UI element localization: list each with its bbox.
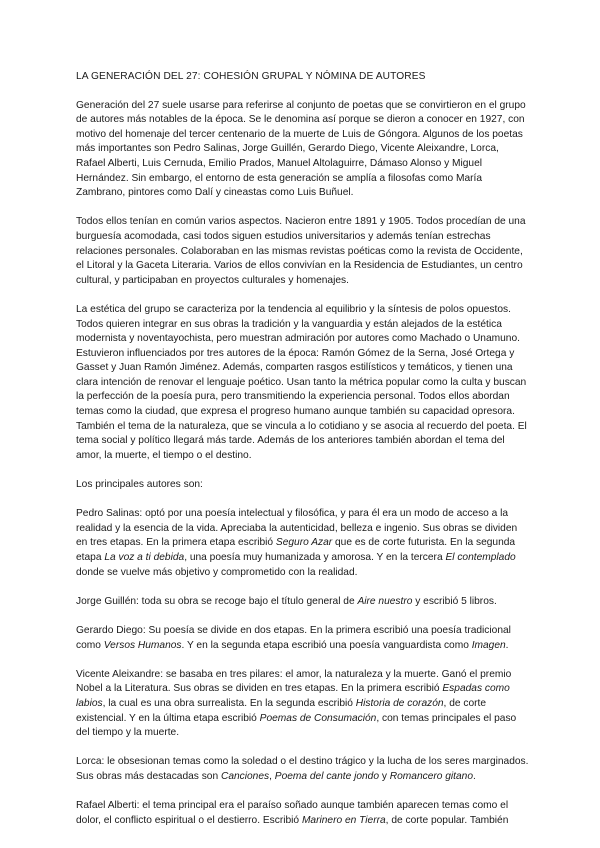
text: donde se vuelve más objetivo y comprometido con la realidad.	[76, 566, 358, 578]
text: , la cual es una obra surrealista. En la segunda escribió	[102, 697, 356, 709]
work-title: Seguro Azar	[275, 537, 333, 549]
text: y escribió 5 libros.	[412, 595, 497, 607]
text: . Y en la segunda etapa escribió una poesía vanguardista como	[181, 639, 472, 651]
paragraph-aleixandre	[76, 668, 530, 741]
text: que es de corte futurista. En la segunda etapa	[76, 537, 516, 563]
text: Jorge Guillén: toda su obra se recoge bajo el título general de	[76, 595, 358, 607]
text: Pedro Salinas: optó por una poesía intelectual y filosófica, y para él era un modo de acceso a la realidad y la esencia de la vida. Apreciaba la autenticidad, belleza e ingenio. Sus obras se dividen en tres etapas. En la primera etapa escribió	[76, 508, 518, 549]
document-title: LA GENERACIÓN DEL 27: COHESIÓN GRUPAL Y NÓMINA DE AUTORES	[76, 71, 426, 82]
paragraph-aesthetic: La estética del grupo se caracteriza por la tendencia al equilibrio y la síntesis de polos opuestos. Todos quieren integrar en sus obras la tradición y la vanguardia y están alejados de la estética modernista y noventayochista, pero muestran admiración por autores como Machado o Unamuno. Estuvieron influenciados por tres autores de la época: Ramón Gómez de la Serna, José Ortega y Gasset y Juan Ramón Jiménez. Además, comparten rasgos estilísticos y temáticos, y tienen una clara intención de renovar el lenguaje poético. Usan tanto la métrica popular como la culta y buscan la perfección de la poesía pura, pero transmitiendo la experiencia personal. Todos ellos abordan temas como la ciudad, que expresa el progreso humano aunque también su capacidad opresora. También el tema de la naturaleza, que se vincula a lo cotidiano y se asocia al recuerdo del poeta. El tema social y político llegará más tarde. Además de los anteriores también abordan el tema del amor, la muerte, el tiempo o el destino.	[76, 303, 527, 461]
text: Vicente Aleixandre: se basaba en tres pilares: el amor, la naturaleza y la muerte. Ganó el premio Nobel a la Literatura. Sus obras se dividen en tres etapas. En la primera escribió	[76, 668, 512, 695]
text: , de corte existencial. Y en la última etapa escribió	[76, 697, 487, 724]
paragraph-salinas	[76, 507, 530, 580]
paragraph-common-aspects: Todos ellos tenían en común varios aspectos. Nacieron entre 1891 y 1905. Todos procedían de una burguesía acomodada, casi todos siguen estudios universitarios y además tenían estrechas relaciones personales. Colaboraban en las mismas revistas poéticas como la revista de Occidente, el Litoral y la Gaceta Literaria. Varios de ellos convivían en la Residencia de Estudiantes, un centro cultural, y participaban en proyectos culturales y homenajes.	[76, 216, 526, 286]
work-title: Marinero en Tierra	[301, 814, 386, 826]
work-title: La voz a ti debida	[104, 552, 185, 563]
text: y	[379, 770, 390, 782]
work-title: El contemplado	[445, 552, 516, 563]
work-title: Canciones	[220, 770, 270, 782]
paragraph-alberti	[76, 799, 530, 828]
paragraph-intro: Generación del 27 suele usarse para referirse al conjunto de poetas que se convirtieron en el grupo de autores más notables de la época. Se le denomina así porque se dieron a conocer en 1927, con motivo del homenaje del tercer centenario de la muerte de Luis de Góngora. Algunos de los poetas más importantes son Pedro Salinas, Jorge Guillén, Gerardo Diego, Vicente Aleixandre, Lorca, Rafael Alberti, Luis Cernuda, Emilio Prados, Manuel Altolaguirre, Dámaso Alonso y Miguel Hernández. Sin embargo, el entorno de esta generación se amplía a filosofas como María Zambrano, pintores como Dalí y cineastas como Luis Buñuel.	[76, 99, 526, 199]
text: .	[505, 639, 509, 651]
work-title: Romancero gitano	[389, 770, 474, 782]
paragraph-lorca	[76, 755, 530, 784]
paragraph-guillen	[76, 595, 530, 610]
work-title: Historia de corazón	[355, 697, 444, 709]
text: .	[473, 770, 476, 782]
text: , con temas principales el paso del tiempo y la muerte.	[76, 712, 517, 739]
work-title: Espadas como labios	[76, 683, 510, 709]
text: Lorca: le obsesionan temas como la soledad o el destino trágico y la lucha de los seres marginados. Sus obras más destacadas son	[76, 756, 529, 782]
work-title: Imagen	[471, 639, 506, 651]
text: , una poesía muy humanizada y amorosa. Y en la tercera	[184, 552, 446, 563]
text: , de corte popular. También	[385, 814, 509, 826]
work-title: Poemas de Consumación	[259, 712, 377, 724]
paragraph-authors-intro: Los principales autores son:	[76, 479, 203, 491]
paragraph-diego	[76, 624, 530, 653]
text: ,	[269, 770, 275, 782]
work-title: Poema del cante jondo	[274, 770, 379, 782]
text: Gerardo Diego: Su poesía se divide en dos etapas. En la primera escribió una poesía tradicional como	[76, 624, 511, 651]
work-title: Versos Humanos	[103, 639, 182, 651]
text: Rafael Alberti: el tema principal era el paraíso soñado aunque también aparecen temas como el dolor, el conflicto espiritual o el destierro. Escribió	[76, 800, 509, 826]
work-title: Aire nuestro	[357, 595, 413, 607]
